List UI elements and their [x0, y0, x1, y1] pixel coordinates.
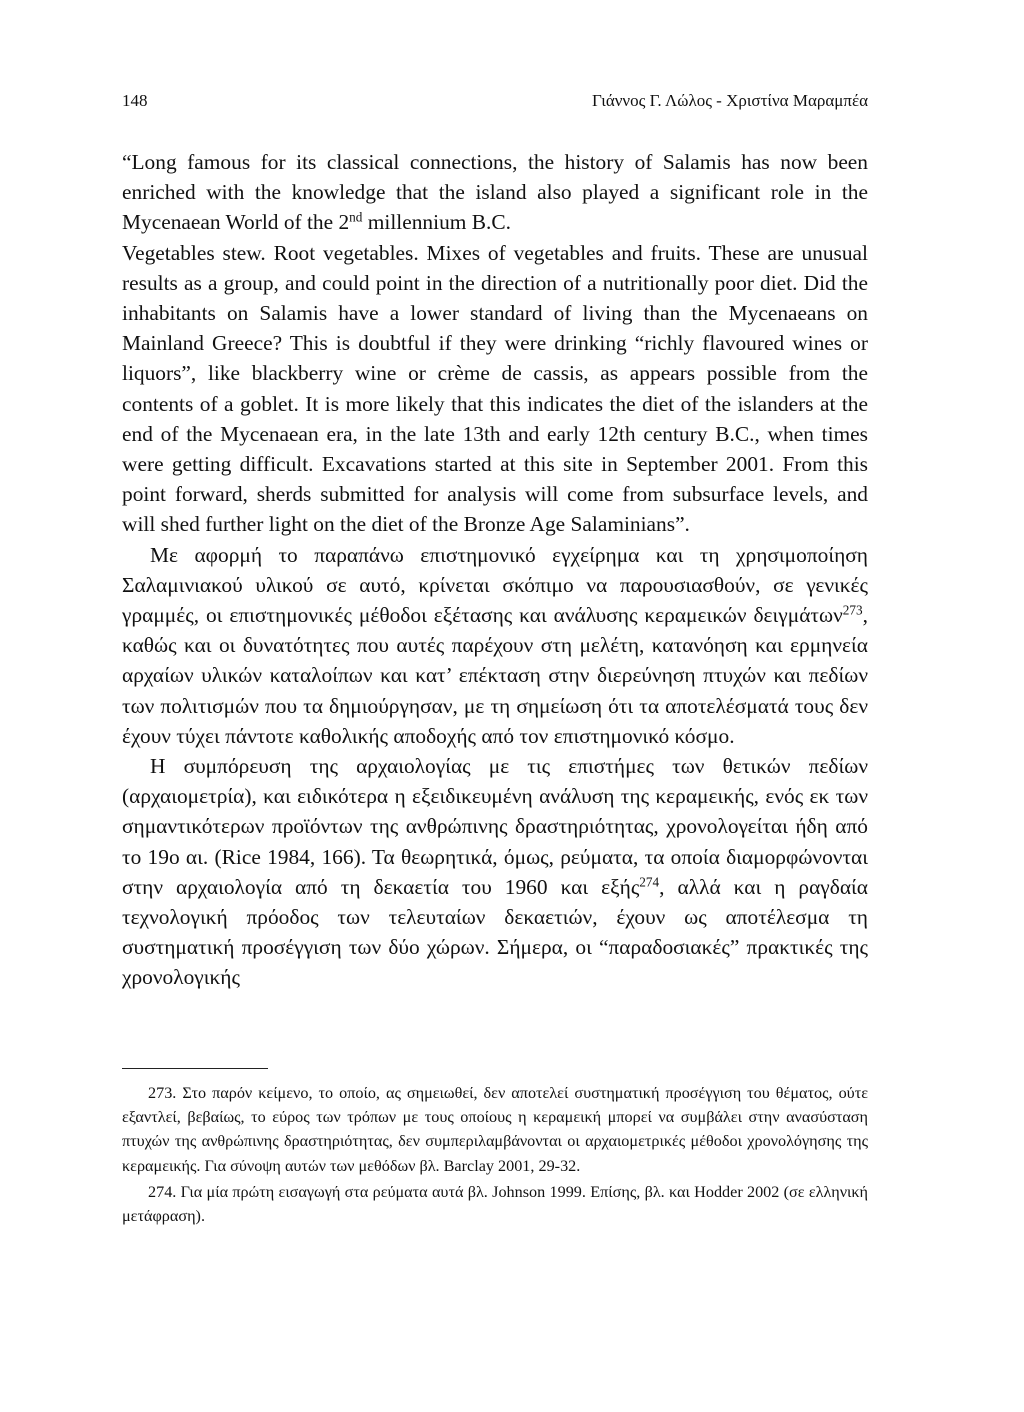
paragraph-2-text-1: Με αφορμή το παραπάνω επιστημονικό εγχείρημα και τη χρησιμοποίηση Σαλαμινιακού υλικού σε αυτό, κρίνεται σκόπιμο να παρουσιασθούν, σε γενικές γραμμές, οι επιστημονικές μέθοδοι εξέτασης και ανάλυσης κεραμεικών δειγμάτων [122, 542, 868, 628]
quote-text-2: millennium B.C. [362, 210, 511, 235]
footnote-ref-273[interactable]: 273 [842, 602, 863, 618]
body-text [122, 147, 868, 993]
page-number: 148 [122, 91, 148, 110]
page [122, 0, 868, 1412]
body-paragraph-2 [122, 540, 868, 751]
paragraph-3-text-2: , αλλά και η ραγδαία τεχνολογική πρόοδος των τελευταίων δεκαετιών, έχουν ως αποτέλεσμα τη συστηματική προσέγγιση των δύο χώρων. Σήμερα, οι “παραδοσιακές” πρακτικές της χρονολογικής [122, 874, 868, 990]
paragraph-3-text-1: Η συμπόρευση της αρχαιολογίας με τις επιστήμες των θετικών πεδίων (αρχαιομετρία), και ειδικότερα η εξειδικευμένη ανάλυση της κεραμεικής, ενός εκ των σημαντικότερων προϊόντων της ανθρώπινης δραστηριότητας, χρονολογείται ήδη από το 19ο αι. (Rice 1984, 166). Τα θεωρητικά, όμως, ρεύματα, τα οποία διαμορφώνονται στην αρχαιολογία από τη δεκαετία του 1960 και εξής [122, 754, 868, 899]
footnotes [122, 1081, 868, 1230]
quote-text-1: “Long famous for its classical connections, the history of Salamis has now been enriched with the knowledge that the island also played a significant role in the Mycenaean World of the 2 [122, 150, 868, 235]
quote-paragraph-2: Vegetables stew. Root vegetables. Mixes of vegetables and fruits. These are unusual results as a group, and could point in the direction of a nutritionally poor diet. Did the inhabitants on Salamis have a lower standard of living than the Mycenaeans on Mainland Greece? This is doubtful if they were drinking “richly flavoured wines or liquors”, like blackberry wine or crème de cassis, as appears possible from the contents of a goblet. It is more likely that this indicates the diet of the islanders at the end of the Mycenaean era, in the late 13th and early 12th century B.C., when times were getting difficult. Excavations started at this site in September 2001. From this point forward, sherds submitted for analysis will come from subsurface levels, and will shed further light on the diet of the Bronze Age Salaminians”. [122, 240, 868, 537]
quote-paragraph-1 [122, 147, 868, 238]
paragraph-2-text-2: , καθώς και οι δυνατότητες που αυτές παρέχουν στη μελέτη, κατανόηση και ερμηνεία αρχαίων υλικών καταλοίπων και κατ’ επέκταση στην διερεύνηση πτυχών και πεδίων των πολιτισμών που τα δημιούργησαν, με τη σημείωση ότι τα αποτελέσματά τους δεν έχουν τύχει πάντοτε καθολικής αποδοχής από τον επιστημονικό κόσμο. [122, 603, 868, 748]
ordinal-superscript: nd [349, 210, 363, 226]
footnote-273: 273. Στο παρόν κείμενο, το οποίο, ας σημειωθεί, δεν αποτελεί συστηματική προσέγγιση του θέματος, ούτε εξαντλεί, βεβαίως, το εύρος των τρόπων με τους οποίους η κεραμεική μπορεί να συμβάλει στην ανασύσταση πτυχών της ανθρώπινης δραστηριότητας, δεν συμπεριλαμβάνονται οι αρχαιομετρικές μέθοδοι χρονολόγησης της κεραμεικής. Για σύνοψη αυτών των μεθόδων βλ. Barclay 2001, 29-32. [122, 1084, 868, 1175]
running-head: Γιάννος Γ. Λώλος - Χριστίνα Μαραμπέα [592, 91, 868, 110]
footnote-ref-274[interactable]: 274 [639, 874, 660, 890]
body-paragraph-3 [122, 751, 868, 993]
footnote-separator [122, 1068, 268, 1069]
footnote-274: 274. Για μία πρώτη εισαγωγή στα ρεύματα αυτά βλ. Johnson 1999. Επίσης, βλ. και Hodder 2002 (σε ελληνική μετάφραση). [122, 1182, 868, 1226]
